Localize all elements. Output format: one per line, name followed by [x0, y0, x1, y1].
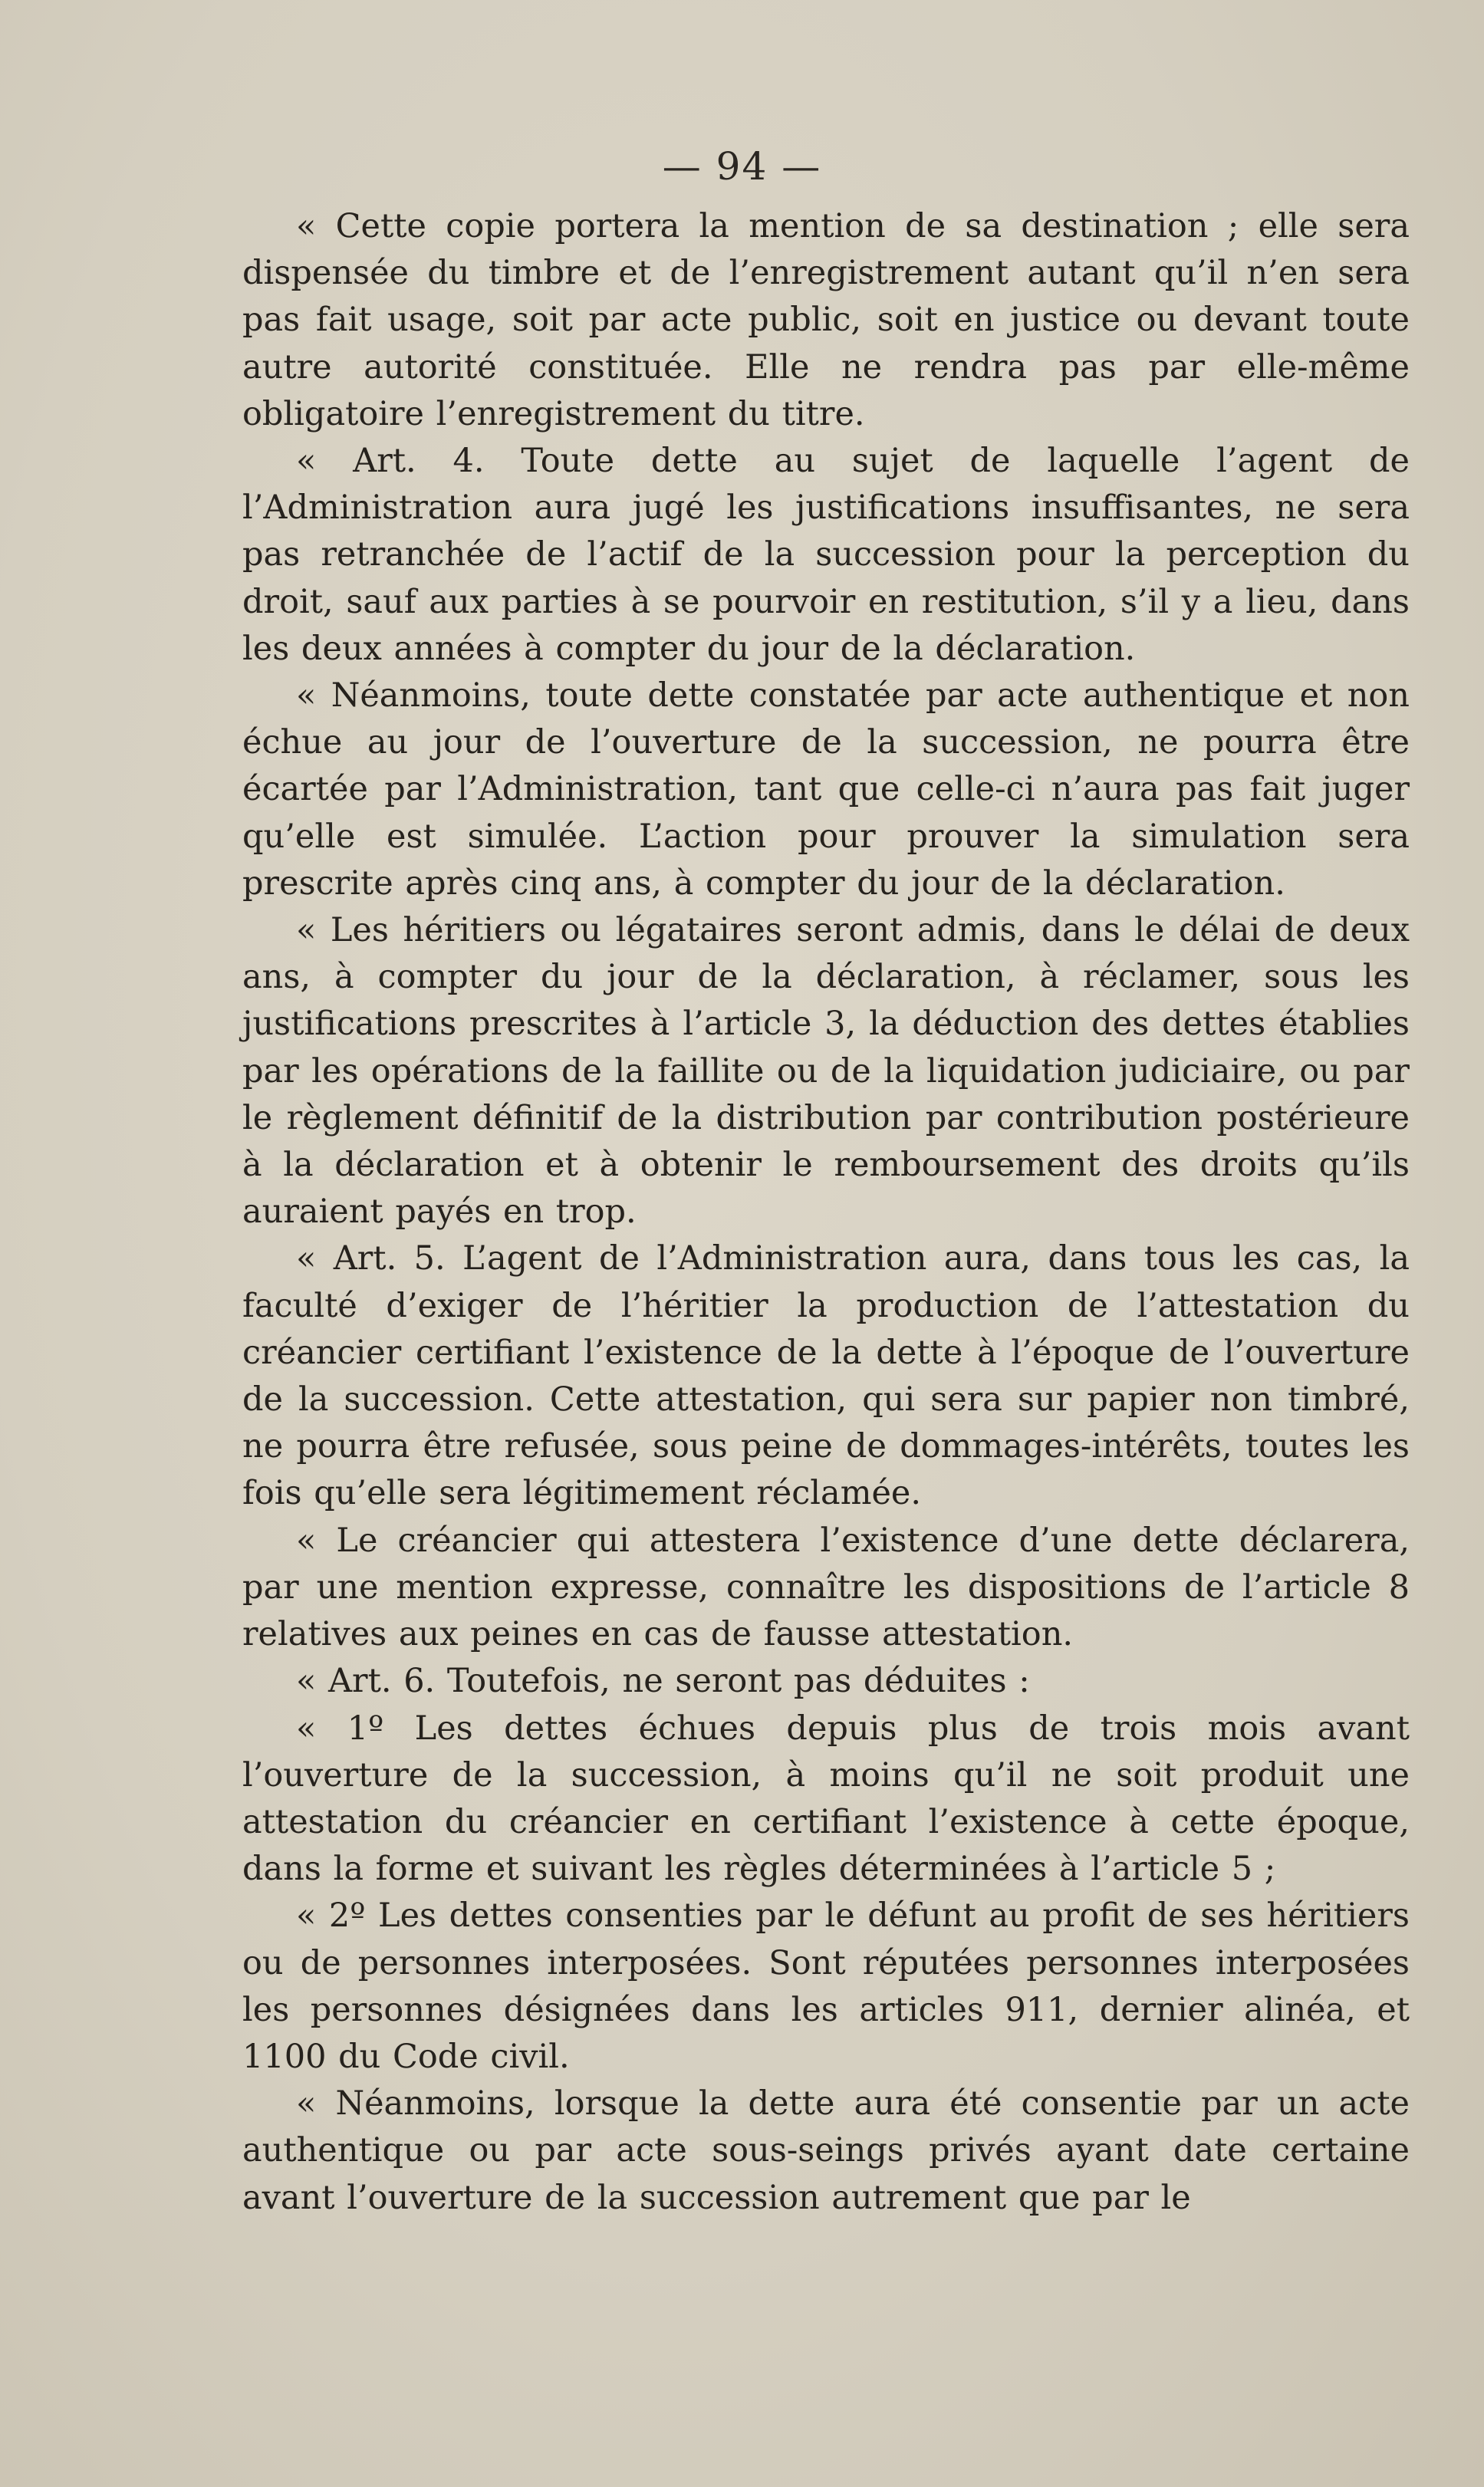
paragraph-neanmoins-acte: « Néanmoins, lorsque la dette aura été consentie par un acte authentique ou par acte sous-seings privés ayant date certaine avant l’ouverture de la succession autrement que par le	[242, 2084, 1410, 2217]
paragraph-creancier: « Le créancier qui attestera l’existence d’une dette déclarera, par une mention expresse, connaître les dispositions de l’article 8 relatives aux peines en cas de fausse attestation.	[242, 1521, 1410, 1654]
paragraph-copy-mention: « Cette copie portera la mention de sa destination ; elle sera dispensée du timbre et de l’enregistrement autant qu’il n’en sera pas fait usage, soit par acte public, soit en justice ou devant toute autre autorité constituée. Elle ne rendra pas par elle-même obligatoire l’enregistrement du titre.	[242, 207, 1410, 433]
page-number: — 94 —	[662, 144, 822, 189]
body-text	[242, 203, 1410, 2222]
paragraph-item-1: « 1º Les dettes échues depuis plus de trois mois avant l’ouverture de la succession, à moins qu’il ne soit produit une attestation du créancier en certifiant l’existence à cette époque, dans la forme et suivant les règles déterminées à l’article 5 ;	[242, 1709, 1410, 1889]
paragraph-art-5: « Art. 5. L’agent de l’Administration aura, dans tous les cas, la faculté d’exiger de l’héritier la production de l’attestation du créancier certifiant l’existence de la dette à l’époque de l’ouverture de la succession. Cette attestation, qui sera sur papier non timbré, ne pourra être refusée, sous peine de dommages-intérêts, toutes les fois qu’elle sera légitimement réclamée.	[242, 1239, 1410, 1513]
paragraph-item-2: « 2º Les dettes consenties par le défunt au profit de ses héritiers ou de personnes interposées. Sont réputées personnes interposées les personnes désignées dans les articles 911, dernier alinéa, et 1100 du Code civil.	[242, 1897, 1410, 2076]
paragraph-neanmoins-dette: « Néanmoins, toute dette constatée par acte authentique et non échue au jour de l’ouverture de la succession, ne pourra être écartée par l’Administration, tant que celle-ci n’aura pas fait juger qu’elle est simulée. L’action pour prouver la simulation sera prescrite après cinq ans, à compter du jour de la déclaration.	[242, 676, 1410, 903]
paragraph-heritiers: « Les héritiers ou légataires seront admis, dans le délai de deux ans, à compter du jour de la déclaration, à réclamer, sous les justifications prescrites à l’article 3, la déduction des dettes établies par les opérations de la faillite ou de la liquidation judiciaire, ou par le règlement définitif de la distribution par contribution postérieure à la déclaration et à obtenir le remboursement des droits qu’ils auraient payés en trop.	[242, 911, 1410, 1232]
paragraph-art-4: « Art. 4. Toute dette au sujet de laquelle l’agent de l’Administration aura jugé les justifications insuffisantes, ne sera pas retranchée de l’actif de la succession pour la perception du droit, sauf aux parties à se pourvoir en restitution, s’il y a lieu, dans les deux années à compter du jour de la déclaration.	[242, 442, 1410, 668]
paragraph-art-6: « Art. 6. Toutefois, ne seront pas déduites :	[296, 1662, 1030, 1701]
